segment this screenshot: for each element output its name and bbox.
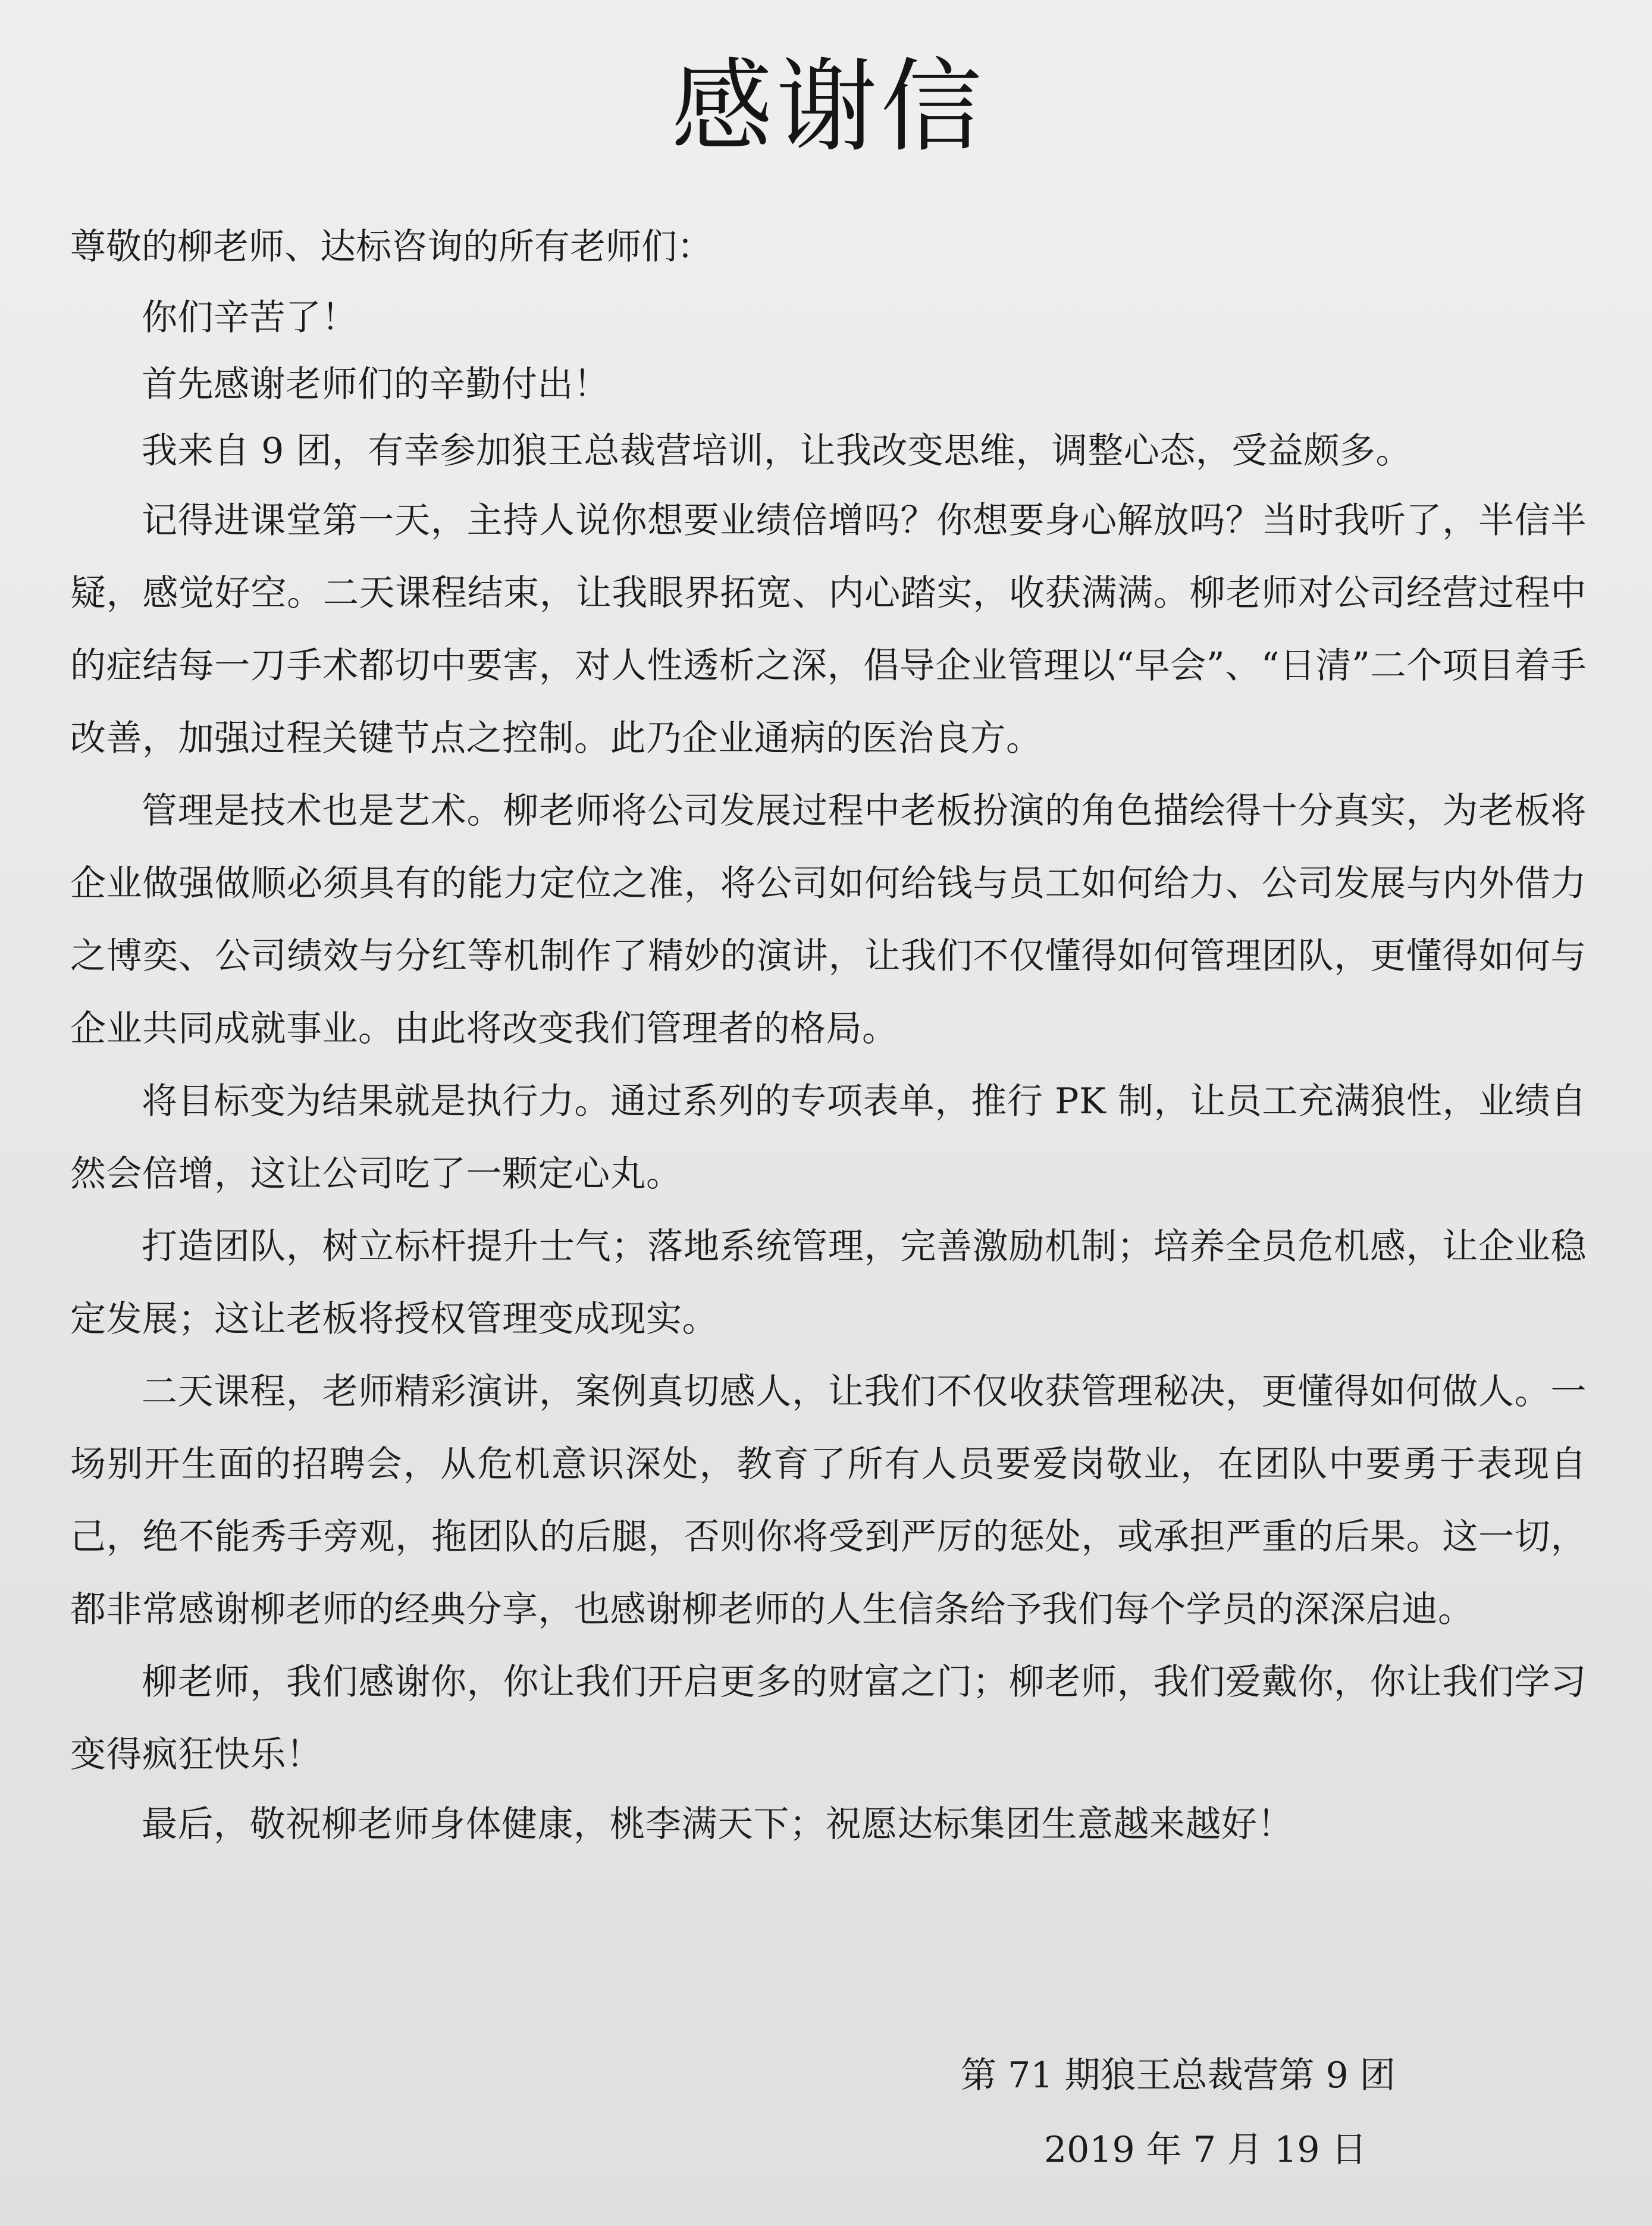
letter-paragraph: 管理是技术也是艺术。柳老师将公司发展过程中老板扮演的角色描绘得十分真实，为老板将企业做强做顺必须具有的能力定位之准，将公司如何给钱与员工如何给力、公司发展与内外借力之博奕、公司绩效与分红等机制作了精妙的演讲，让我们不仅懂得如何管理团队，更懂得如何与企业共同成就事业。由此将改变我们管理者的格局。 [70,790,1587,1050]
letter-paragraph: 打造团队，树立标杆提升士气；落地系统管理，完善激励机制；培养全员危机感，让企业稳定发展；这让老板将授权管理变成现实。 [70,1226,1587,1340]
letter-salutation: 尊敬的柳老师、达标咨询的所有老师们： [70,226,713,268]
letter-paragraph: 我来自 9 团，有幸参加狼王总裁营培训，让我改变思维，调整心态，受益颇多。 [142,430,1412,472]
letter-paragraph: 最后，敬祝柳老师身体健康，桃李满天下；祝愿达标集团生意越来越好！ [142,1804,1293,1845]
letter-title: 感谢信 [671,48,986,166]
signature-organization: 第 71 期狼王总裁营第 9 团 [961,2055,1396,2096]
letter-paragraph: 你们辛苦了！ [142,297,358,339]
letter-paragraph: 二天课程，老师精彩演讲，案例真切感人，让我们不仅收获管理秘决，更懂得如何做人。一场别开生面的招聘会，从危机意识深处，教育了所有人员要爱岗敬业，在团队中要勇于表现自己，绝不能秀手旁观，拖团队的后腿，否则你将受到严厉的惩处，或承担严重的后果。这一切，都非常感谢柳老师的经典分享，也感谢柳老师的人生信条给予我们每个学员的深深启迪。 [70,1371,1587,1630]
letter-paragraph: 首先感谢老师们的辛勤付出！ [142,364,610,405]
signature-date: 2019 年 7 月 19 日 [1044,2129,1367,2171]
letter-paragraph: 将目标变为结果就是执行力。通过系列的专项表单，推行 PK 制，让员工充满狼性，业绩自然会倍增，这让公司吃了一颗定心丸。 [70,1081,1587,1195]
letter-paragraph: 柳老师，我们感谢你，你让我们开启更多的财富之门；柳老师，我们爱戴你，你让我们学习变得疯狂快乐！ [70,1661,1587,1776]
letter-paragraph: 记得进课堂第一天，主持人说你想要业绩倍增吗？你想要身心解放吗？当时我听了，半信半疑，感觉好空。二天课程结束，让我眼界拓宽、内心踏实，收获满满。柳老师对公司经营过程中的症结每一刀手术都切中要害，对人性透析之深，倡导企业管理以“早会”、“日清”二个项目着手改善，加强过程关键节点之控制。此乃企业通病的医治良方。 [70,500,1587,759]
